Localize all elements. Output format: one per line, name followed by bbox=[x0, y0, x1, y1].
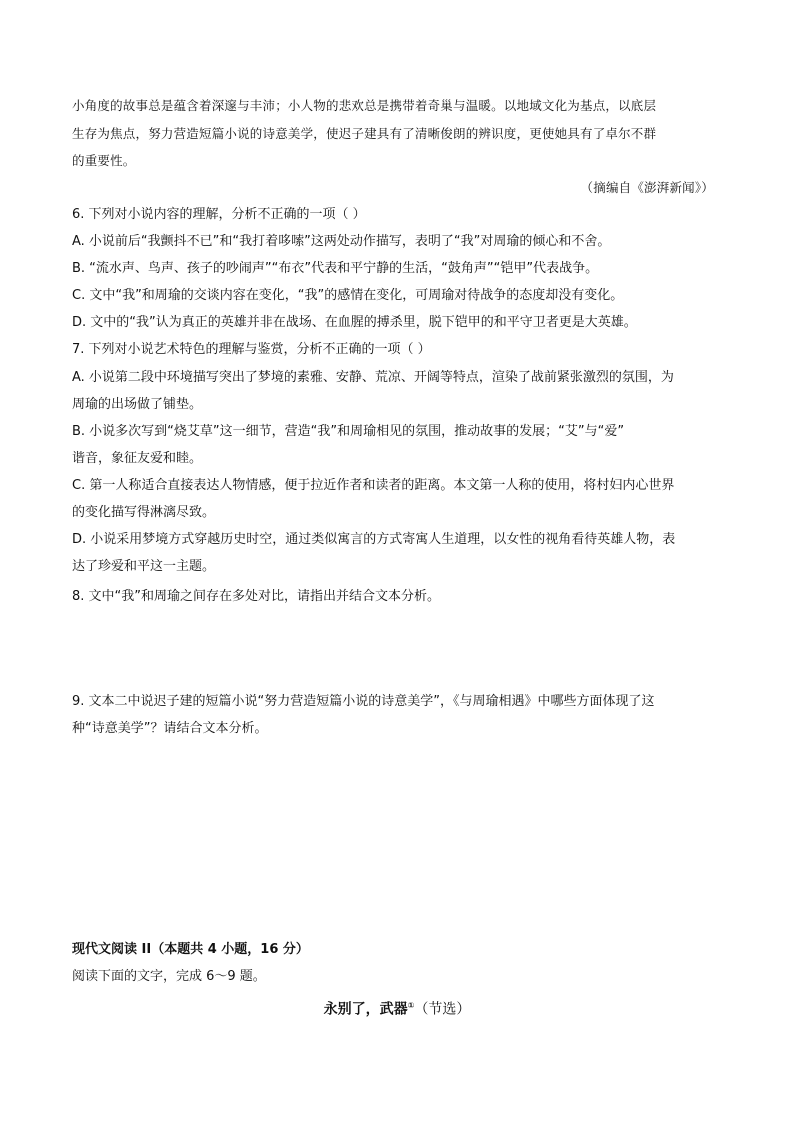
section-heading: 现代文阅读 II（本题共 4 小题，16 分） bbox=[72, 942, 309, 957]
passage-line-3: 的重要性。 bbox=[72, 153, 136, 168]
question-9-line1: 9. 文本二中说迟子建的短篇小说“努力营造短篇小说的诗意美学”，《与周瑜相遇》中哪些方面体现了这 bbox=[72, 694, 655, 709]
question-6-option-a: A. 小说前后“我颤抖不已”和“我打着哆嗦”这两处动作描写，表明了“我”对周瑜的倾心和不舍。 bbox=[72, 234, 611, 249]
passage-title-text: 永别了，武器 bbox=[323, 1001, 408, 1018]
footnote-marker: ① bbox=[407, 1001, 415, 1010]
question-6-option-b: B. “流水声、鸟声、孩子的吵闹声”“布衣”代表和平宁静的生活，“鼓角声”“铠甲”代表战争。 bbox=[72, 261, 599, 276]
question-9-line2: 种“诗意美学”？请结合文本分析。 bbox=[72, 721, 268, 736]
question-7-option-d-line1: D. 小说采用梦境方式穿越历史时空，通过类似寓言的方式寄寓人生道理，以女性的视角看待英雄人物，表 bbox=[72, 532, 676, 547]
passage-title bbox=[0, 996, 794, 1020]
source-citation: （摘编自《澎湃新闻》） bbox=[580, 180, 714, 195]
question-7-option-b-line1: B. 小说多次写到“烧艾草”这一细节，营造“我”和周瑜相见的氛围，推动故事的发展；“艾”与“爱” bbox=[72, 424, 625, 439]
question-7-option-b-line2: 谐音，象征友爱和睦。 bbox=[72, 451, 203, 466]
passage-line-2: 生存为焦点，努力营造短篇小说的诗意美学，使迟子建具有了清晰俊朗的辨识度，更使她具有了卓尔不群 bbox=[72, 126, 657, 141]
question-7-option-d-line2: 达了珍爱和平这一主题。 bbox=[72, 559, 216, 574]
question-6-option-c: C. 文中“我”和周瑜的交谈内容在变化，“我”的感情在变化，可周瑜对待战争的态度却没有变化。 bbox=[72, 288, 624, 303]
section-instruction: 阅读下面的文字，完成 6～9 题。 bbox=[72, 969, 266, 984]
question-7-option-a-line1: A. 小说第二段中环境描写突出了梦境的素雅、安静、荒凉、开阔等特点，渲染了战前紧张激烈的氛围，为 bbox=[72, 370, 674, 385]
question-7-option-a-line2: 周瑜的出场做了铺垫。 bbox=[72, 397, 203, 412]
passage-title-suffix: （节选） bbox=[414, 1001, 471, 1018]
question-7-option-c-line1: C. 第一人称适合直接表达人物情感，便于拉近作者和读者的距离。本文第一人称的使用，将村妇内心世界 bbox=[72, 478, 675, 493]
question-6-option-d: D. 文中的“我”认为真正的英雄并非在战场、在血腥的搏杀里，脱下铠甲的和平守卫者更是大英雄。 bbox=[72, 315, 637, 330]
passage-line-1: 小角度的故事总是蕴含着深邃与丰沛；小人物的悲欢总是携带着奇巢与温暖。以地域文化为基点，以底层 bbox=[72, 98, 657, 113]
question-8-stem: 8. 文中“我”和周瑜之间存在多处对比，请指出并结合文本分析。 bbox=[72, 589, 441, 604]
question-7-stem: 7. 下列对小说艺术特色的理解与鉴赏，分析不正确的一项（ ） bbox=[72, 342, 431, 357]
question-7-option-c-line2: 的变化描写得淋漓尽致。 bbox=[72, 505, 216, 520]
question-6-stem: 6. 下列对小说内容的理解，分析不正确的一项（ ） bbox=[72, 207, 366, 222]
